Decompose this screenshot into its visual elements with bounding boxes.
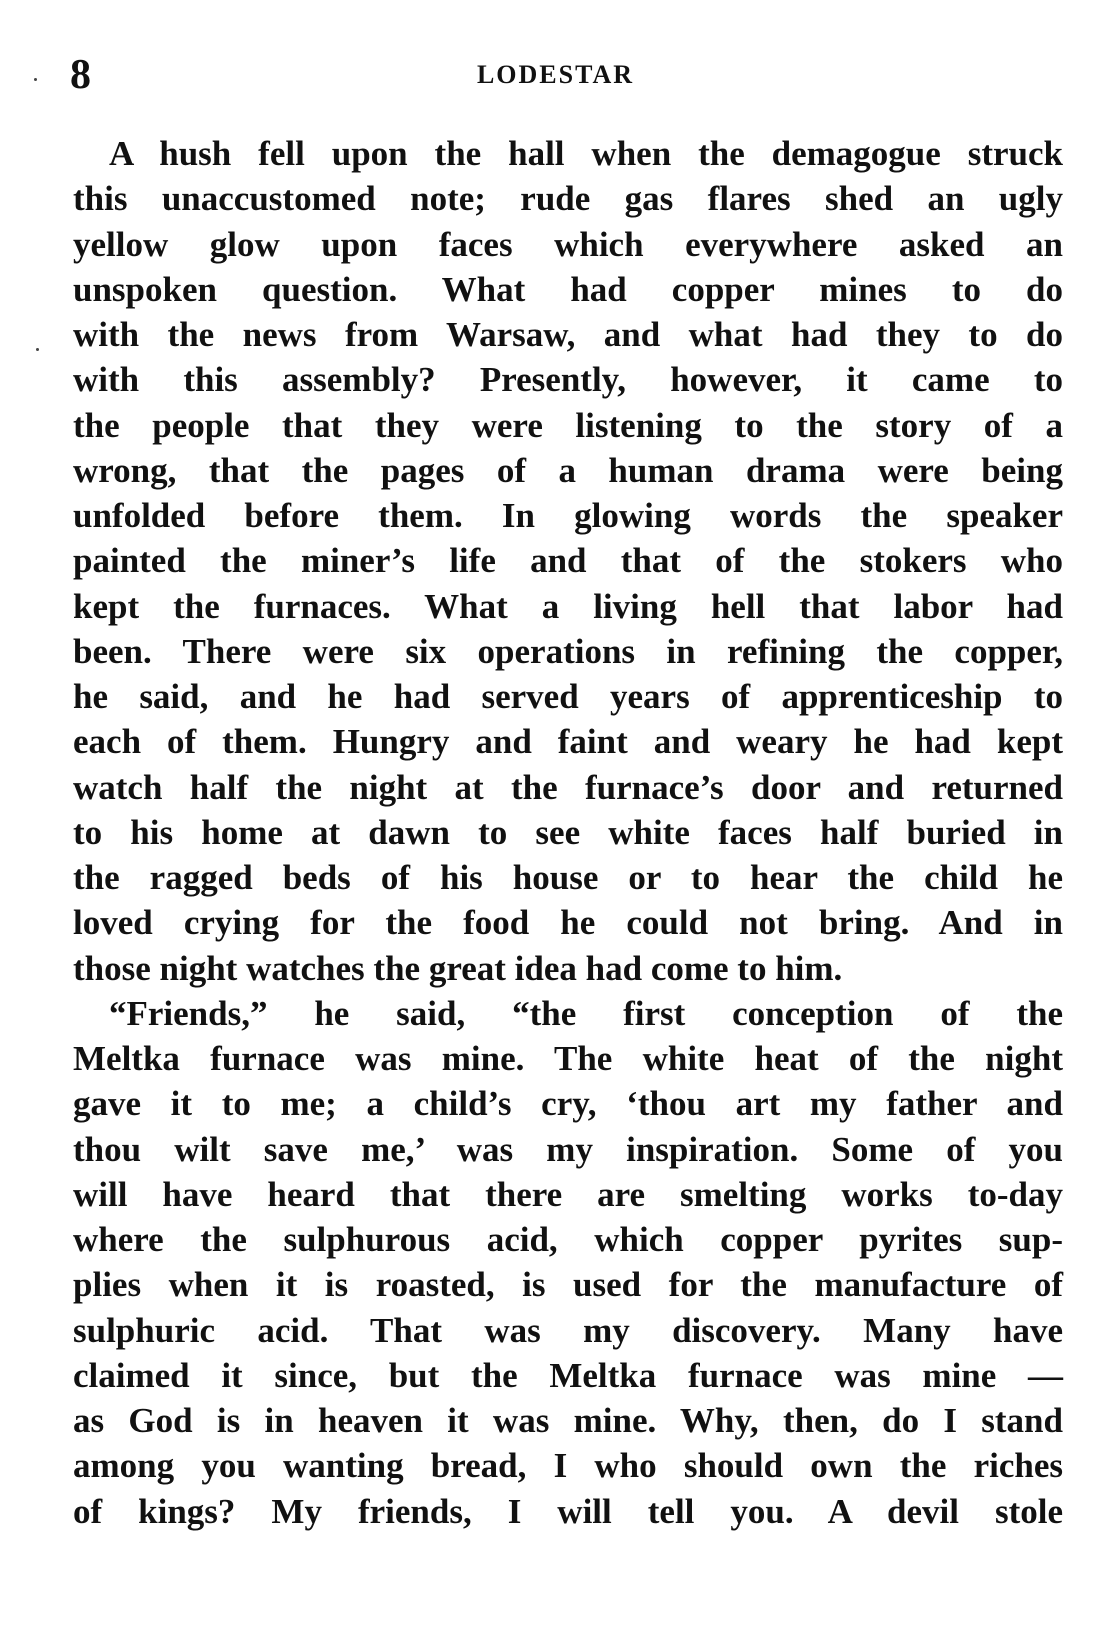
print-speck	[36, 348, 39, 351]
text-line: those night watches the great idea had come to him.	[73, 948, 843, 988]
text-line: he said, and he had served years of apprenticeship to	[73, 677, 1063, 716]
text-line: this unaccustomed note; rude gas flares shed an ugly	[73, 179, 1063, 219]
text-line: with this assembly? Presently, however, it came to	[73, 360, 1063, 400]
text-line: gave it to me; a child’s cry, ‘thou art my father and	[73, 1084, 1063, 1124]
text-line: kept the furnaces. What a living hell that labor had	[73, 586, 1063, 626]
print-speck	[34, 78, 37, 81]
text-line: been. There were six operations in refining the copper,	[73, 631, 1063, 671]
running-head	[0, 50, 1111, 100]
text-line: A hush fell upon the hall when the demagogue struck	[109, 134, 1063, 173]
text-line: among you wanting bread, I who should own the riches	[73, 1446, 1063, 1486]
text-line: loved crying for the food he could not bring. And in	[73, 903, 1063, 943]
text-line: each of them. Hungry and faint and weary he had kept	[73, 722, 1063, 762]
text-line: unfolded before them. In glowing words the speaker	[73, 496, 1063, 535]
page-number: 8	[70, 52, 91, 98]
text-line: claimed it since, but the Meltka furnace was mine —	[73, 1355, 1063, 1395]
text-line: painted the miner’s life and that of the stokers who	[73, 541, 1063, 581]
text-line: of kings? My friends, I will tell you. A devil stole	[73, 1491, 1063, 1531]
text-line: where the sulphurous acid, which copper pyrites sup-	[73, 1220, 1063, 1259]
text-line: sulphuric acid. That was my discovery. Many have	[73, 1310, 1063, 1350]
text-line: with the news from Warsaw, and what had they to do	[73, 315, 1063, 354]
text-line: wrong, that the pages of a human drama were being	[73, 450, 1063, 490]
text-line: the ragged beds of his house or to hear the child he	[73, 858, 1063, 897]
running-title: LODESTAR	[476, 60, 635, 89]
text-line: thou wilt save me,’ was my inspiration. Some of you	[73, 1129, 1063, 1169]
text-line: unspoken question. What had copper mines to do	[73, 269, 1063, 309]
text-line: to his home at dawn to see white faces half buried in	[73, 812, 1063, 852]
text-line: watch half the night at the furnace’s door and returned	[73, 767, 1063, 807]
text-line: plies when it is roasted, is used for the manufacture of	[73, 1265, 1063, 1305]
text-line: will have heard that there are smelting works to-day	[73, 1174, 1063, 1214]
text-line: Meltka furnace was mine. The white heat of the night	[73, 1039, 1063, 1078]
text-line: the people that they were listening to the story of a	[73, 405, 1063, 445]
text-line: “Friends,” he said, “the first conception of the	[109, 993, 1063, 1033]
body-text	[73, 131, 1063, 1534]
text-line: as God is in heaven it was mine. Why, then, do I stand	[73, 1401, 1063, 1440]
text-line: yellow glow upon faces which everywhere asked an	[73, 224, 1063, 264]
